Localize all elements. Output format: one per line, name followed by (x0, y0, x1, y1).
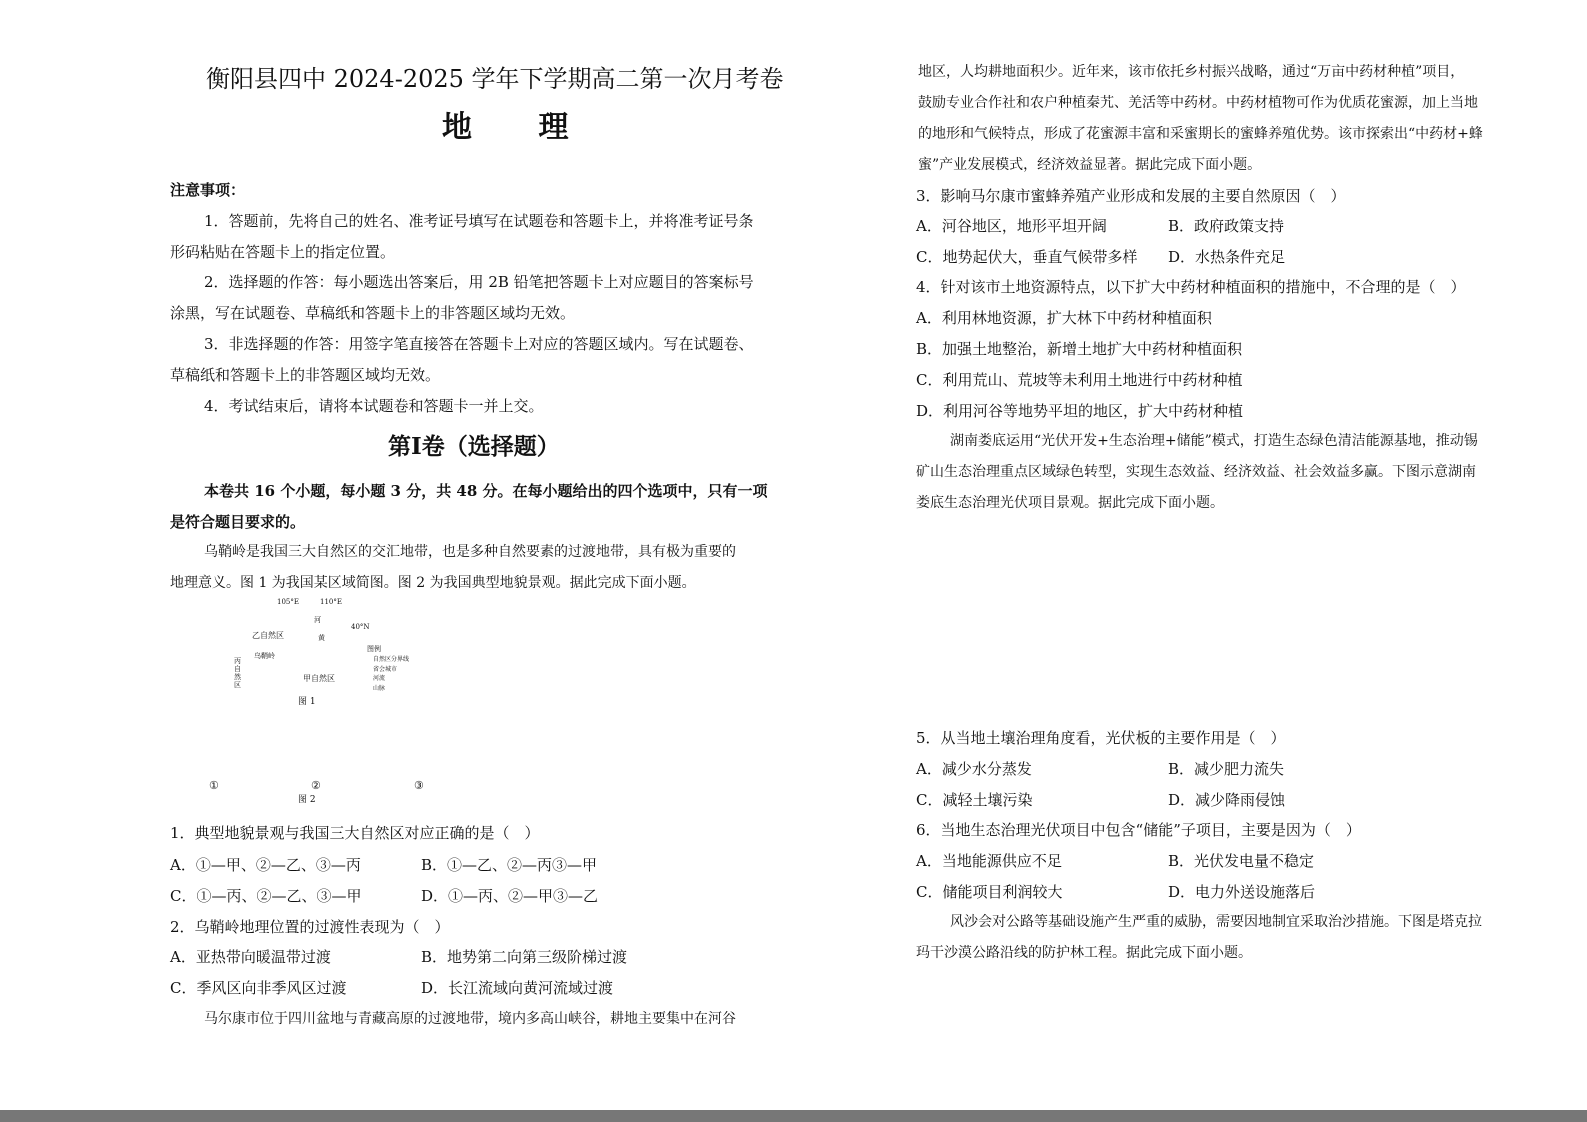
notice-line: 2．选择题的作答：每小题选出答案后，用 2B 铅笔把答题卡上对应题目的答案标号 (204, 273, 754, 291)
question-stem: 6．当地生态治理光伏项目中包含“储能”子项目，主要是因为（ ） (916, 821, 1361, 839)
question-option: A．河谷地区，地形平坦开阔 (916, 217, 1107, 235)
page-bottom-border (0, 1110, 1587, 1122)
legend-item: 自然区分界线 (373, 656, 410, 663)
passage-text: 玛干沙漠公路沿线的防护林工程。据此完成下面小题。 (916, 945, 1252, 961)
photo-desert-dunes (264, 713, 356, 780)
question-option: A．利用林地资源，扩大林下中药材种植面积 (916, 309, 1212, 327)
question-stem: 3．影响马尔康市蜜蜂养殖产业形成和发展的主要自然原因（ ） (916, 187, 1346, 205)
passage-text: 的地形和气候特点，形成了花蜜源丰富和采蜜期长的蜜蜂养殖优势。该市探索出“中药材+蜂 (918, 126, 1483, 142)
latitude-label: 40°N (351, 623, 370, 631)
question-option: B．减少肥力流失 (1168, 760, 1285, 778)
question-option: C．储能项目利润较大 (916, 883, 1063, 901)
passage-text: 地理意义。图 1 为我国某区域简图。图 2 为我国典型地貌景观。据此完成下面小题。 (170, 575, 696, 591)
passage-text: 矿山生态治理重点区域绿色转型，实现生态效益、经济效益、社会效益多赢。下图示意湖南 (916, 464, 1476, 480)
notice-label: 注意事项： (170, 181, 246, 199)
notice-line: 3．非选择题的作答：用签字笔直接答在答题卡上对应的答题区域内。写在试题卷、 (204, 335, 754, 353)
longitude-label: 110°E (320, 598, 342, 606)
section-title: 第Ⅰ卷（选择题） (388, 433, 560, 460)
section-desc: 是符合题目要求的。 (170, 513, 306, 531)
figure-caption: 图 2 (298, 795, 316, 805)
question-option: A．亚热带向暖温带过渡 (170, 948, 331, 966)
passage-text: 蜜”产业发展模式，经济效益显著。据此完成下面小题。 (918, 157, 1262, 173)
legend-title: 图例 (367, 645, 381, 653)
river-label: 河 (314, 616, 321, 624)
longitude-label: 105°E (277, 598, 299, 606)
exam-title: 衡阳县四中 2024-2025 学年下学期高二第一次月考卷 (206, 65, 784, 93)
question-option: A．①—甲、②—乙、③—丙 (170, 856, 361, 874)
question-option: A．减少水分蒸发 (916, 760, 1032, 778)
question-option: D．利用河谷等地势平坦的地区，扩大中药材种植 (916, 402, 1244, 420)
region-label: 乙自然区 (252, 631, 284, 640)
legend-item: 河流 (373, 675, 386, 682)
question-option: B．政府政策支持 (1168, 217, 1285, 235)
question-option: C．减轻土壤污染 (916, 791, 1033, 809)
photo-number: ① (209, 779, 219, 792)
region-label: 丙自然区 (234, 657, 241, 689)
photo-number: ③ (414, 779, 424, 792)
question-option: D．电力外送设施落后 (1168, 883, 1316, 901)
question-option: D．长江流域向黄河流域过渡 (421, 979, 614, 997)
notice-line: 涂黑，写在试题卷、草稿纸和答题卡上的非答题区域均无效。 (170, 304, 576, 322)
notice-line: 形码粘贴在答题卡上的指定位置。 (170, 243, 396, 261)
question-option: C．利用荒山、荒坡等未利用土地进行中药材种植 (916, 371, 1243, 389)
passage-text: 湖南娄底运用“光伏开发+生态治理+储能”模式，打造生态绿色清洁能源基地，推动锡 (950, 433, 1478, 449)
passage-text: 地区，人均耕地面积少。近年来，该市依托乡村振兴战略，通过“万亩中药材种植”项目， (918, 64, 1465, 80)
river-label: 黄 (318, 634, 325, 642)
passage-text: 娄底生态治理光伏项目景观。据此完成下面小题。 (916, 495, 1224, 511)
question-stem: 2．乌鞘岭地理位置的过渡性表现为（ ） (170, 918, 450, 936)
question-option: D．减少降雨侵蚀 (1168, 791, 1286, 809)
passage-text: 马尔康市位于四川盆地与青藏高原的过渡地带，境内多高山峡谷，耕地主要集中在河谷 (204, 1011, 736, 1027)
photo-snow-mountain (171, 713, 261, 780)
question-option: B．地势第二向第三级阶梯过渡 (421, 948, 628, 966)
question-stem: 4．针对该市土地资源特点，以下扩大中药材种植面积的措施中，不合理的是（ ） (916, 278, 1466, 296)
photo-number: ② (311, 779, 321, 792)
subject-title: 地 理 (442, 110, 597, 145)
section-desc: 本卷共 16 个小题，每小题 3 分，共 48 分。在每小题给出的四个选项中，只有一项 (204, 482, 768, 500)
passage-text: 乌鞘岭是我国三大自然区的交汇地带，也是多种自然要素的过渡地带，具有极为重要的 (204, 544, 736, 560)
legend-item: 山脉 (373, 685, 386, 692)
question-option: B．①—乙、②—丙③—甲 (421, 856, 598, 874)
question-stem: 1．典型地貌景观与我国三大自然区对应正确的是（ ） (170, 824, 540, 842)
notice-line: 1．答题前，先将自己的姓名、准考证号填写在试题卷和答题卡上，并将准考证号条 (204, 212, 754, 230)
question-option: A．当地能源供应不足 (916, 852, 1062, 870)
question-option: C．地势起伏大，垂直气候带多样 (916, 248, 1138, 266)
question-option: C．季风区向非季风区过渡 (170, 979, 347, 997)
passage-text: 鼓励专业合作社和农户种植秦艽、羌活等中药材。中药材植物可作为优质花蜜源，加上当地 (918, 95, 1478, 111)
question-stem: 5．从当地土壤治理角度看，光伏板的主要作用是（ ） (916, 729, 1286, 747)
region-label: 甲自然区 (303, 674, 335, 683)
passage-text: 风沙会对公路等基础设施产生严重的威胁，需要因地制宜采取治沙措施。下图是塔克拉 (950, 914, 1482, 930)
question-option: C．①—丙、②—乙、③—甲 (170, 887, 362, 905)
notice-line: 草稿纸和答题卡上的非答题区域均无效。 (170, 366, 441, 384)
question-option: B．光伏发电量不稳定 (1168, 852, 1315, 870)
question-option: B．加强土地整治，新增土地扩大中药材种植面积 (916, 340, 1243, 358)
photo-loess-gullies (359, 713, 459, 780)
question-option: D．①—丙、②—甲③—乙 (421, 887, 599, 905)
figure-caption: 图 1 (298, 697, 316, 707)
question-option: D．水热条件充足 (1168, 248, 1286, 266)
notice-line: 4．考试结束后，请将本试题卷和答题卡一并上交。 (204, 397, 544, 415)
mountain-label: 乌鞘岭 (254, 652, 275, 660)
legend-item: 省会城市 (373, 666, 398, 673)
